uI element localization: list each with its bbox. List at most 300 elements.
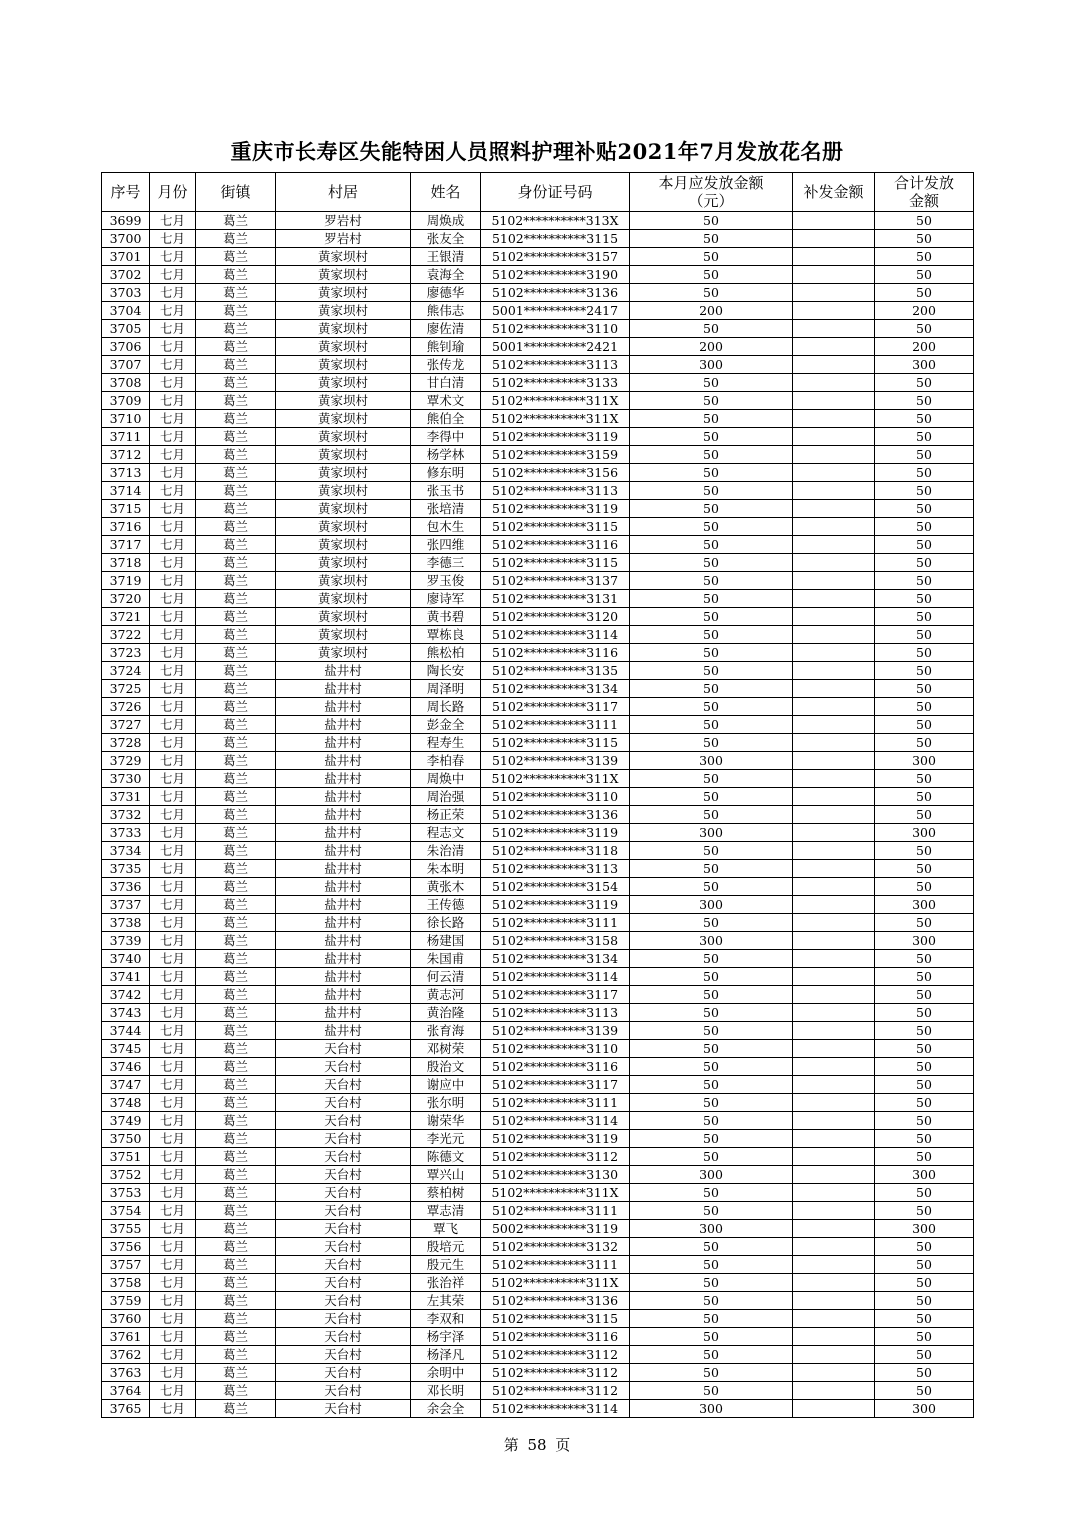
cell-town: 葛兰 [196, 356, 276, 374]
cell-serial: 3723 [102, 644, 150, 662]
cell-month: 七月 [150, 1220, 196, 1238]
cell-total-amount: 50 [875, 1382, 974, 1400]
cell-month: 七月 [150, 1400, 196, 1418]
cell-back-pay [793, 806, 875, 824]
cell-town: 葛兰 [196, 860, 276, 878]
cell-name: 杨宇泽 [411, 1328, 481, 1346]
cell-village: 天台村 [276, 1310, 411, 1328]
table-row [102, 1364, 974, 1382]
cell-monthly-amount: 300 [630, 752, 793, 770]
table-row [102, 410, 974, 428]
cell-id-number: 5102**********311X [481, 1184, 630, 1202]
cell-id-number: 5102**********3139 [481, 1022, 630, 1040]
cell-town: 葛兰 [196, 590, 276, 608]
table-row [102, 950, 974, 968]
cell-month: 七月 [150, 302, 196, 320]
cell-serial: 3753 [102, 1184, 150, 1202]
cell-serial: 3726 [102, 698, 150, 716]
table-row [102, 1076, 974, 1094]
cell-town: 葛兰 [196, 698, 276, 716]
cell-town: 葛兰 [196, 1058, 276, 1076]
table-row [102, 482, 974, 500]
cell-back-pay [793, 572, 875, 590]
cell-town: 葛兰 [196, 518, 276, 536]
cell-month: 七月 [150, 248, 196, 266]
cell-serial: 3705 [102, 320, 150, 338]
cell-monthly-amount: 50 [630, 626, 793, 644]
table-row [102, 752, 974, 770]
cell-month: 七月 [150, 500, 196, 518]
cell-town: 葛兰 [196, 536, 276, 554]
table-row [102, 590, 974, 608]
cell-id-number: 5102**********3114 [481, 968, 630, 986]
cell-name: 包木生 [411, 518, 481, 536]
cell-town: 葛兰 [196, 1184, 276, 1202]
cell-month: 七月 [150, 1292, 196, 1310]
cell-village: 盐井村 [276, 680, 411, 698]
cell-name: 朱国甫 [411, 950, 481, 968]
cell-name: 徐长路 [411, 914, 481, 932]
cell-village: 黄家坝村 [276, 482, 411, 500]
cell-monthly-amount: 300 [630, 932, 793, 950]
cell-village: 天台村 [276, 1094, 411, 1112]
cell-monthly-amount: 50 [630, 1022, 793, 1040]
table-row [102, 392, 974, 410]
cell-town: 葛兰 [196, 1112, 276, 1130]
cell-village: 盐井村 [276, 914, 411, 932]
cell-serial: 3757 [102, 1256, 150, 1274]
cell-back-pay [793, 986, 875, 1004]
cell-village: 天台村 [276, 1058, 411, 1076]
table-row [102, 1400, 974, 1418]
table-row [102, 1184, 974, 1202]
cell-serial: 3748 [102, 1094, 150, 1112]
table-row [102, 770, 974, 788]
cell-name: 张友全 [411, 230, 481, 248]
cell-serial: 3707 [102, 356, 150, 374]
cell-back-pay [793, 356, 875, 374]
cell-name: 朱治清 [411, 842, 481, 860]
cell-id-number: 5102**********3130 [481, 1166, 630, 1184]
cell-monthly-amount: 50 [630, 968, 793, 986]
cell-name: 杨学林 [411, 446, 481, 464]
cell-town: 葛兰 [196, 824, 276, 842]
cell-total-amount: 300 [875, 1220, 974, 1238]
cell-month: 七月 [150, 1256, 196, 1274]
table-row [102, 554, 974, 572]
cell-town: 葛兰 [196, 1238, 276, 1256]
cell-town: 葛兰 [196, 608, 276, 626]
cell-serial: 3706 [102, 338, 150, 356]
cell-village: 黄家坝村 [276, 590, 411, 608]
cell-total-amount: 50 [875, 914, 974, 932]
cell-total-amount: 300 [875, 824, 974, 842]
cell-name: 殷培元 [411, 1238, 481, 1256]
cell-total-amount: 50 [875, 734, 974, 752]
cell-back-pay [793, 518, 875, 536]
cell-month: 七月 [150, 680, 196, 698]
cell-name: 谢应中 [411, 1076, 481, 1094]
cell-serial: 3761 [102, 1328, 150, 1346]
cell-name: 左其荣 [411, 1292, 481, 1310]
cell-serial: 3700 [102, 230, 150, 248]
table-header-row [102, 173, 974, 212]
cell-name: 朱本明 [411, 860, 481, 878]
cell-total-amount: 50 [875, 644, 974, 662]
cell-name: 王传德 [411, 896, 481, 914]
cell-total-amount: 50 [875, 500, 974, 518]
cell-village: 盐井村 [276, 734, 411, 752]
cell-village: 盐井村 [276, 968, 411, 986]
cell-village: 天台村 [276, 1274, 411, 1292]
cell-village: 黄家坝村 [276, 464, 411, 482]
cell-id-number: 5102**********3111 [481, 1094, 630, 1112]
cell-name: 谢荣华 [411, 1112, 481, 1130]
cell-name: 覃飞 [411, 1220, 481, 1238]
cell-serial: 3733 [102, 824, 150, 842]
table-row [102, 1274, 974, 1292]
cell-back-pay [793, 392, 875, 410]
cell-name: 余明中 [411, 1364, 481, 1382]
cell-name: 覃术文 [411, 392, 481, 410]
cell-serial: 3699 [102, 212, 150, 230]
cell-serial: 3717 [102, 536, 150, 554]
cell-monthly-amount: 50 [630, 518, 793, 536]
cell-month: 七月 [150, 230, 196, 248]
cell-back-pay [793, 536, 875, 554]
cell-back-pay [793, 482, 875, 500]
cell-total-amount: 50 [875, 1274, 974, 1292]
cell-town: 葛兰 [196, 1382, 276, 1400]
table-row [102, 608, 974, 626]
cell-name: 张育海 [411, 1022, 481, 1040]
cell-serial: 3704 [102, 302, 150, 320]
cell-town: 葛兰 [196, 284, 276, 302]
cell-town: 葛兰 [196, 266, 276, 284]
cell-town: 葛兰 [196, 1328, 276, 1346]
cell-serial: 3709 [102, 392, 150, 410]
cell-month: 七月 [150, 1022, 196, 1040]
cell-monthly-amount: 50 [630, 446, 793, 464]
cell-month: 七月 [150, 1130, 196, 1148]
table-row [102, 338, 974, 356]
cell-back-pay [793, 590, 875, 608]
cell-back-pay [793, 1220, 875, 1238]
cell-id-number: 5102**********3132 [481, 1238, 630, 1256]
cell-serial: 3740 [102, 950, 150, 968]
cell-id-number: 5102**********3119 [481, 1130, 630, 1148]
cell-village: 天台村 [276, 1346, 411, 1364]
table-row [102, 1148, 974, 1166]
cell-monthly-amount: 200 [630, 338, 793, 356]
cell-village: 盐井村 [276, 896, 411, 914]
table-row [102, 356, 974, 374]
cell-id-number: 5102**********3113 [481, 860, 630, 878]
cell-serial: 3743 [102, 1004, 150, 1022]
cell-id-number: 5002**********3119 [481, 1220, 630, 1238]
cell-back-pay [793, 932, 875, 950]
cell-id-number: 5102**********3117 [481, 986, 630, 1004]
cell-serial: 3747 [102, 1076, 150, 1094]
cell-town: 葛兰 [196, 716, 276, 734]
cell-back-pay [793, 1364, 875, 1382]
cell-total-amount: 50 [875, 1112, 974, 1130]
cell-total-amount: 50 [875, 284, 974, 302]
cell-village: 天台村 [276, 1238, 411, 1256]
cell-total-amount: 50 [875, 1130, 974, 1148]
cell-town: 葛兰 [196, 734, 276, 752]
cell-total-amount: 50 [875, 608, 974, 626]
cell-town: 葛兰 [196, 680, 276, 698]
cell-name: 张治祥 [411, 1274, 481, 1292]
cell-name: 程寿生 [411, 734, 481, 752]
cell-name: 黄张木 [411, 878, 481, 896]
cell-monthly-amount: 50 [630, 266, 793, 284]
cell-total-amount: 50 [875, 536, 974, 554]
cell-total-amount: 50 [875, 770, 974, 788]
cell-id-number: 5102**********3114 [481, 1400, 630, 1418]
cell-town: 葛兰 [196, 320, 276, 338]
table-row [102, 680, 974, 698]
cell-id-number: 5102**********311X [481, 410, 630, 428]
cell-serial: 3719 [102, 572, 150, 590]
cell-back-pay [793, 338, 875, 356]
cell-town: 葛兰 [196, 986, 276, 1004]
cell-id-number: 5102**********3110 [481, 788, 630, 806]
cell-id-number: 5102**********3112 [481, 1148, 630, 1166]
cell-monthly-amount: 300 [630, 1400, 793, 1418]
table-row [102, 788, 974, 806]
cell-serial: 3727 [102, 716, 150, 734]
cell-total-amount: 50 [875, 410, 974, 428]
cell-back-pay [793, 446, 875, 464]
cell-back-pay [793, 248, 875, 266]
cell-name: 杨正荣 [411, 806, 481, 824]
table-row [102, 212, 974, 230]
cell-serial: 3762 [102, 1346, 150, 1364]
cell-name: 周焕成 [411, 212, 481, 230]
cell-village: 罗岩村 [276, 212, 411, 230]
cell-serial: 3702 [102, 266, 150, 284]
cell-village: 黄家坝村 [276, 338, 411, 356]
cell-month: 七月 [150, 1346, 196, 1364]
table-row [102, 1238, 974, 1256]
cell-town: 葛兰 [196, 1364, 276, 1382]
table-row [102, 1004, 974, 1022]
table-row [102, 230, 974, 248]
cell-back-pay [793, 1076, 875, 1094]
cell-village: 黄家坝村 [276, 284, 411, 302]
table-row [102, 1382, 974, 1400]
cell-monthly-amount: 50 [630, 554, 793, 572]
cell-town: 葛兰 [196, 500, 276, 518]
cell-month: 七月 [150, 1004, 196, 1022]
cell-back-pay [793, 968, 875, 986]
cell-total-amount: 50 [875, 248, 974, 266]
cell-town: 葛兰 [196, 572, 276, 590]
cell-village: 黄家坝村 [276, 392, 411, 410]
column-header-id-number: 身份证号码 [481, 173, 630, 212]
cell-month: 七月 [150, 896, 196, 914]
cell-serial: 3758 [102, 1274, 150, 1292]
cell-serial: 3749 [102, 1112, 150, 1130]
table-row [102, 1256, 974, 1274]
cell-monthly-amount: 50 [630, 1112, 793, 1130]
cell-serial: 3716 [102, 518, 150, 536]
cell-total-amount: 50 [875, 1346, 974, 1364]
cell-total-amount: 50 [875, 1022, 974, 1040]
cell-village: 黄家坝村 [276, 644, 411, 662]
page-title: 重庆市长寿区失能特困人员照料护理补贴2021年7月发放花名册 [230, 139, 844, 164]
cell-back-pay [793, 680, 875, 698]
cell-total-amount: 300 [875, 932, 974, 950]
cell-back-pay [793, 1400, 875, 1418]
cell-month: 七月 [150, 1166, 196, 1184]
cell-monthly-amount: 50 [630, 230, 793, 248]
cell-name: 李柏春 [411, 752, 481, 770]
cell-monthly-amount: 50 [630, 1202, 793, 1220]
cell-back-pay [793, 410, 875, 428]
column-header-town: 街镇 [196, 173, 276, 212]
cell-back-pay [793, 500, 875, 518]
cell-village: 盐井村 [276, 986, 411, 1004]
cell-name: 陈德文 [411, 1148, 481, 1166]
table-row [102, 1094, 974, 1112]
cell-id-number: 5102**********3136 [481, 1292, 630, 1310]
cell-id-number: 5102**********3113 [481, 356, 630, 374]
cell-back-pay [793, 1184, 875, 1202]
table-row [102, 1022, 974, 1040]
cell-village: 天台村 [276, 1130, 411, 1148]
cell-name: 周泽明 [411, 680, 481, 698]
cell-monthly-amount: 50 [630, 1040, 793, 1058]
cell-village: 天台村 [276, 1328, 411, 1346]
cell-name: 黄志河 [411, 986, 481, 1004]
cell-month: 七月 [150, 392, 196, 410]
cell-town: 葛兰 [196, 788, 276, 806]
cell-month: 七月 [150, 932, 196, 950]
table-row [102, 716, 974, 734]
cell-id-number: 5102**********3111 [481, 1256, 630, 1274]
cell-total-amount: 50 [875, 1310, 974, 1328]
cell-serial: 3708 [102, 374, 150, 392]
cell-total-amount: 50 [875, 680, 974, 698]
table-row [102, 878, 974, 896]
cell-id-number: 5102**********3115 [481, 518, 630, 536]
table-row [102, 464, 974, 482]
cell-back-pay [793, 644, 875, 662]
cell-monthly-amount: 50 [630, 1130, 793, 1148]
cell-name: 蔡柏树 [411, 1184, 481, 1202]
cell-month: 七月 [150, 356, 196, 374]
table-row [102, 1220, 974, 1238]
cell-month: 七月 [150, 428, 196, 446]
cell-village: 盐井村 [276, 824, 411, 842]
cell-name: 李德三 [411, 554, 481, 572]
table-row [102, 266, 974, 284]
cell-serial: 3721 [102, 608, 150, 626]
table-row [102, 824, 974, 842]
cell-id-number: 5102**********3113 [481, 482, 630, 500]
cell-monthly-amount: 50 [630, 1004, 793, 1022]
cell-month: 七月 [150, 1148, 196, 1166]
cell-month: 七月 [150, 266, 196, 284]
cell-id-number: 5102**********3116 [481, 1328, 630, 1346]
table-row [102, 662, 974, 680]
cell-name: 余会全 [411, 1400, 481, 1418]
cell-id-number: 5001**********2421 [481, 338, 630, 356]
cell-serial: 3724 [102, 662, 150, 680]
cell-total-amount: 50 [875, 230, 974, 248]
cell-village: 天台村 [276, 1364, 411, 1382]
cell-serial: 3734 [102, 842, 150, 860]
cell-serial: 3741 [102, 968, 150, 986]
cell-month: 七月 [150, 752, 196, 770]
cell-serial: 3731 [102, 788, 150, 806]
table-row [102, 1310, 974, 1328]
table-row [102, 644, 974, 662]
cell-monthly-amount: 300 [630, 1220, 793, 1238]
table-row [102, 320, 974, 338]
cell-town: 葛兰 [196, 662, 276, 680]
cell-total-amount: 50 [875, 464, 974, 482]
cell-total-amount: 50 [875, 1058, 974, 1076]
cell-serial: 3701 [102, 248, 150, 266]
cell-town: 葛兰 [196, 932, 276, 950]
cell-month: 七月 [150, 482, 196, 500]
cell-monthly-amount: 50 [630, 320, 793, 338]
cell-total-amount: 50 [875, 554, 974, 572]
cell-id-number: 5102**********3117 [481, 698, 630, 716]
cell-month: 七月 [150, 338, 196, 356]
column-header-monthly-amount: 本月应发放金额 （元） [630, 173, 793, 212]
cell-town: 葛兰 [196, 968, 276, 986]
cell-id-number: 5102**********3120 [481, 608, 630, 626]
cell-month: 七月 [150, 644, 196, 662]
cell-town: 葛兰 [196, 1004, 276, 1022]
cell-monthly-amount: 50 [630, 1058, 793, 1076]
cell-total-amount: 300 [875, 1166, 974, 1184]
cell-month: 七月 [150, 662, 196, 680]
cell-name: 廖诗军 [411, 590, 481, 608]
cell-month: 七月 [150, 968, 196, 986]
table-row [102, 302, 974, 320]
cell-serial: 3746 [102, 1058, 150, 1076]
cell-back-pay [793, 428, 875, 446]
cell-total-amount: 50 [875, 1238, 974, 1256]
cell-month: 七月 [150, 1112, 196, 1130]
cell-monthly-amount: 50 [630, 284, 793, 302]
cell-serial: 3742 [102, 986, 150, 1004]
cell-town: 葛兰 [196, 1094, 276, 1112]
cell-back-pay [793, 1112, 875, 1130]
cell-total-amount: 50 [875, 698, 974, 716]
cell-total-amount: 50 [875, 572, 974, 590]
cell-id-number: 5102**********3114 [481, 626, 630, 644]
cell-town: 葛兰 [196, 770, 276, 788]
cell-name: 周治强 [411, 788, 481, 806]
table-row [102, 1058, 974, 1076]
cell-monthly-amount: 50 [630, 392, 793, 410]
table-row [102, 860, 974, 878]
cell-serial: 3715 [102, 500, 150, 518]
cell-total-amount: 50 [875, 590, 974, 608]
cell-id-number: 5102**********3131 [481, 590, 630, 608]
cell-monthly-amount: 50 [630, 806, 793, 824]
table-row [102, 1112, 974, 1130]
cell-id-number: 5102**********311X [481, 770, 630, 788]
table-row [102, 914, 974, 932]
